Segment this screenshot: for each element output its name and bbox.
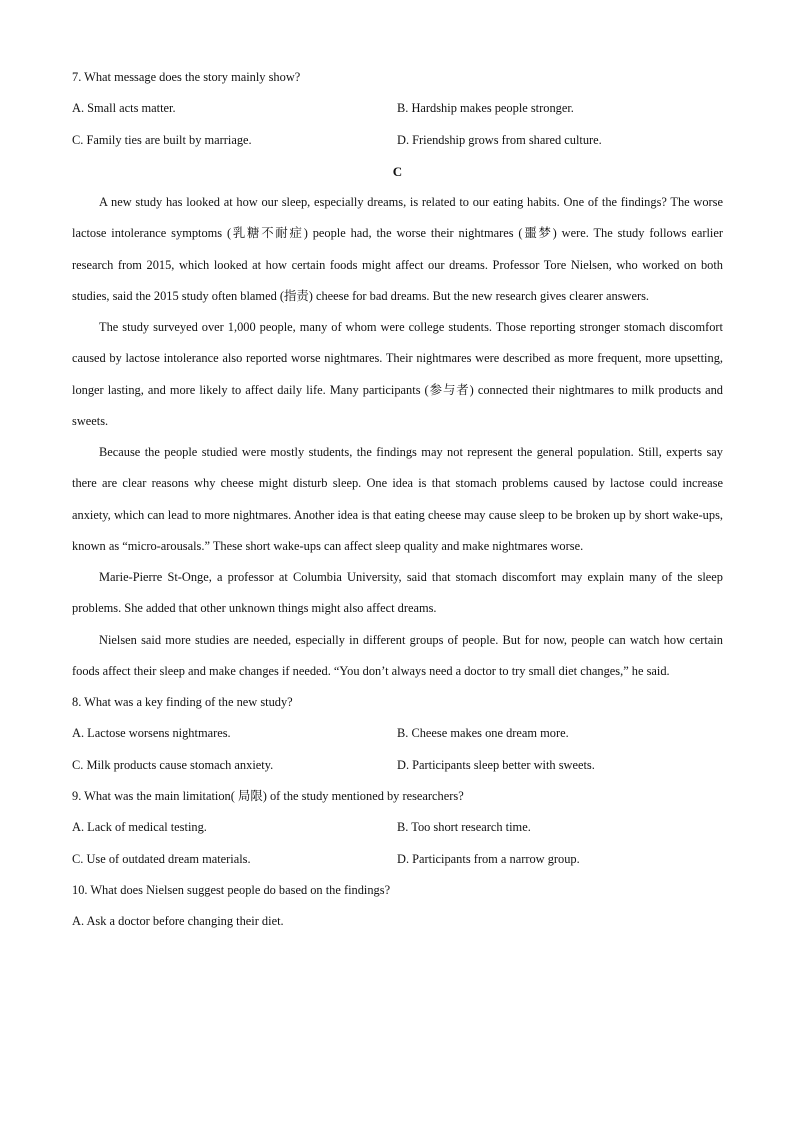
passage-paragraph-5: Nielsen said more studies are needed, especially in different groups of people. But for now, people can watch how certain foods affect their sleep and make changes if needed. “You don’t always need a doctor to try small diet changes,” he said.	[72, 632, 723, 678]
exam-page	[72, 62, 723, 938]
question-9-options-row-2	[72, 844, 723, 875]
passage-paragraph-1: A new study has looked at how our sleep, especially dreams, is related to our eating habits. One of the findings? The worse lactose intolerance symptoms (乳糖不耐症) people had, the worse their nightmares (噩梦) were. The study follows earlier research from 2015, which looked at how certain foods might affect our dreams. Professor Tore Nielsen, who worked on both studies, said the 2015 study often blamed (指责) cheese for bad dreams. But the new research gives clearer answers.	[72, 195, 723, 303]
question-7-option-c: C. Family ties are built by marriage.	[72, 132, 252, 147]
question-9: 9. What was the main limitation( 局限) of the study mentioned by researchers?	[72, 789, 464, 804]
question-10: 10. What does Nielsen suggest people do based on the findings?	[72, 882, 391, 897]
question-8: 8. What was a key finding of the new study?	[72, 695, 293, 710]
question-9-options-row-1	[72, 812, 723, 843]
question-9-option-c: C. Use of outdated dream materials.	[72, 851, 251, 866]
passage-paragraph-4: Marie-Pierre St-Onge, a professor at Columbia University, said that stomach discomfort may explain many of the sleep problems. She added that other unknown things might also affect dreams.	[72, 570, 723, 616]
question-7-option-b: B. Hardship makes people stronger.	[397, 101, 574, 116]
question-8-options-row-1	[72, 718, 723, 749]
question-9-option-a: A. Lack of medical testing.	[72, 820, 207, 835]
question-8-options-row-2	[72, 750, 723, 781]
question-7-option-a: A. Small acts matter.	[72, 101, 176, 116]
question-8-option-b: B. Cheese makes one dream more.	[397, 726, 569, 741]
question-8-option-a: A. Lactose worsens nightmares.	[72, 726, 231, 741]
question-8-option-c: C. Milk products cause stomach anxiety.	[72, 757, 274, 772]
passage-paragraph-3: Because the people studied were mostly students, the findings may not represent the general population. Still, experts say there are clear reasons why cheese might disturb sleep. One idea is that stomach problems caused by lactose could increase anxiety, which can lead to more nightmares. Another idea is that eating cheese may cause sleep to be broken up by short wake-ups, known as “micro-arousals.” These short wake-ups can affect sleep quality and make nightmares worse.	[72, 445, 723, 553]
question-7-options-row-1	[72, 93, 723, 124]
question-10-option-a: A. Ask a doctor before changing their diet.	[72, 914, 284, 929]
question-7-option-d: D. Friendship grows from shared culture.	[397, 132, 602, 147]
section-heading: C	[392, 163, 403, 179]
question-7-options-row-2	[72, 125, 723, 156]
question-8-option-d: D. Participants sleep better with sweets.	[397, 757, 595, 772]
question-9-option-d: D. Participants from a narrow group.	[397, 851, 580, 866]
passage-paragraph-2: The study surveyed over 1,000 people, many of whom were college students. Those reporting stronger stomach discomfort caused by lactose intolerance also reported worse nightmares. Their nightmares were described as more frequent, more upsetting, longer lasting, and more likely to affect daily life. Many participants (参与者) connected their nightmares to milk products and sweets.	[72, 320, 723, 428]
question-9-option-b: B. Too short research time.	[397, 820, 531, 835]
question-7: 7. What message does the story mainly show?	[72, 70, 301, 84]
